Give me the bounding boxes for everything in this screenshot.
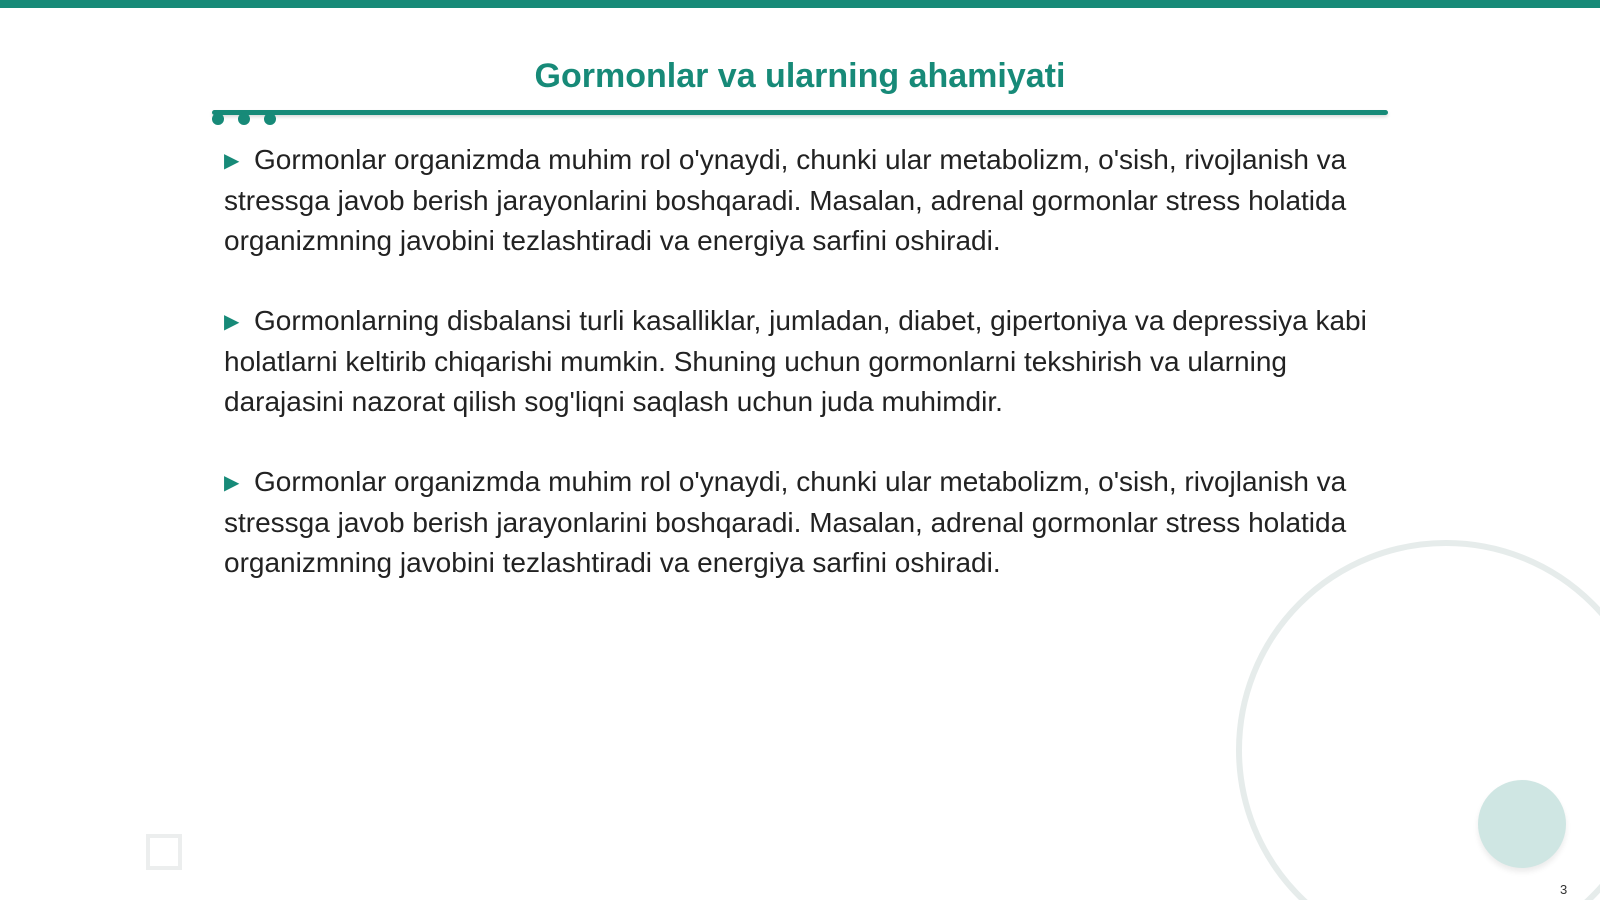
bullet-arrow-icon: ▶ bbox=[224, 472, 240, 494]
rule-dot-icon bbox=[238, 113, 250, 125]
rule-dot-icon bbox=[264, 113, 276, 125]
bullet-text: Gormonlarning disbalansi turli kasalliklar, jumladan, diabet, gipertoniya va depressiya kabi holatlarni keltirib chiqarishi mumkin. Shuning uchun gormonlarni tekshirish va ularning darajasini nazorat qilish sog'liqni saqlash uchun juda muhimdir. bbox=[224, 305, 1367, 417]
top-accent-bar bbox=[0, 0, 1600, 8]
bullet-list bbox=[224, 140, 1384, 623]
decorative-square bbox=[146, 834, 182, 870]
slide-title: Gormonlar va ularning ahamiyati bbox=[534, 57, 1066, 95]
bullet-arrow-icon: ▶ bbox=[224, 150, 240, 172]
title-underline bbox=[212, 110, 1388, 115]
bullet-item bbox=[224, 140, 1384, 261]
bullet-text: Gormonlar organizmda muhim rol o'ynaydi, chunki ular metabolizm, o'sish, rivojlanish va stressga javob berish jarayonlarini boshqaradi. Masalan, adrenal gormonlar stress holatida organizmning javobini tezlashtiradi va energiya sarfini oshiradi. bbox=[224, 466, 1347, 578]
bullet-item bbox=[224, 301, 1384, 422]
page-number: 3 bbox=[1560, 882, 1568, 897]
bullet-arrow-icon: ▶ bbox=[224, 311, 240, 333]
bullet-text: Gormonlar organizmda muhim rol o'ynaydi, chunki ular metabolizm, o'sish, rivojlanish va stressga javob berish jarayonlarini boshqaradi. Masalan, adrenal gormonlar stress holatida organizmning javobini tezlashtiradi va energiya sarfini oshiradi. bbox=[224, 144, 1347, 256]
rule-dot-icon bbox=[212, 113, 224, 125]
bullet-item bbox=[224, 462, 1384, 583]
decorative-circle bbox=[1478, 780, 1566, 868]
